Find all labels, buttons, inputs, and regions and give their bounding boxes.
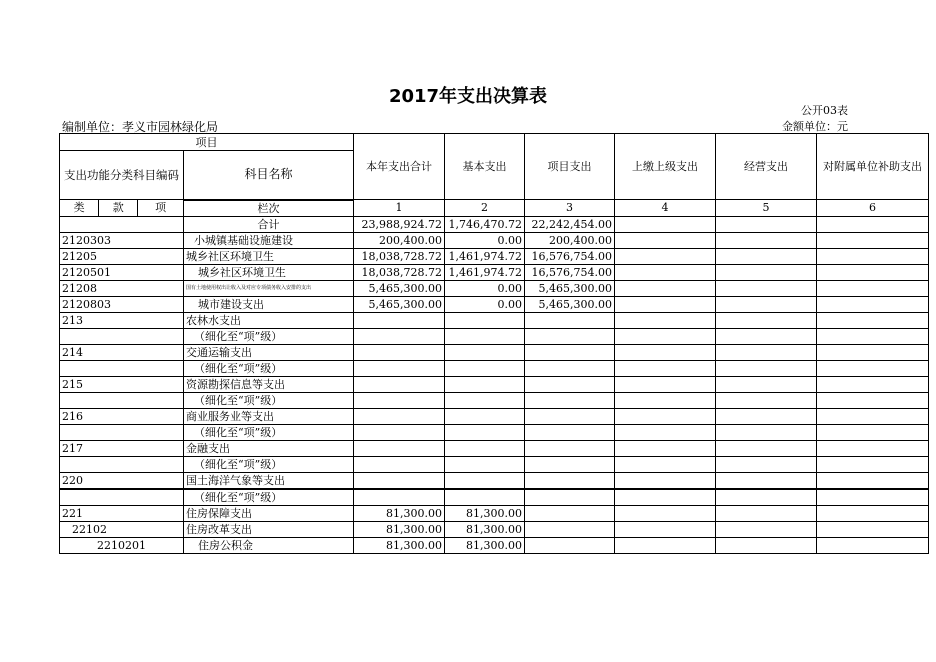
row-project [525, 489, 615, 506]
header-xiangmu: 项目 [60, 134, 354, 151]
row-business [716, 344, 817, 360]
row-project: 16,576,754.00 [525, 248, 615, 264]
row-subject-name: （细化至“项”级） [184, 360, 354, 376]
row-business [716, 408, 817, 424]
col-num-2: 2 [445, 200, 525, 217]
row-code: 221 [60, 505, 184, 521]
row-total [354, 360, 445, 376]
row-project [525, 392, 615, 408]
row-subject-name: （细化至“项”级） [184, 489, 354, 506]
row-basic: 0.00 [445, 296, 525, 312]
form-number: 公开03表 [801, 104, 848, 117]
row-basic [445, 344, 525, 360]
table-row [60, 344, 929, 360]
header-kuan: 款 [99, 200, 138, 217]
table-row [60, 248, 929, 264]
row-subsidy [817, 505, 929, 521]
row-project [525, 521, 615, 537]
header-func-code: 支出功能分类科目编码 [60, 151, 184, 200]
row-upper [615, 376, 716, 392]
row-project [525, 440, 615, 456]
row-total: 81,300.00 [354, 521, 445, 537]
row-subject-name: 资源勘探信息等支出 [184, 376, 354, 392]
row-subject-name: （细化至“项”级） [184, 456, 354, 472]
row-business [716, 232, 817, 248]
row-basic [445, 424, 525, 440]
row-basic: 1,461,974.72 [445, 264, 525, 280]
row-subject-name: 住房公积金 [184, 537, 354, 553]
row-subject-name: 农林水支出 [184, 312, 354, 328]
col-num-1: 1 [354, 200, 445, 217]
row-business [716, 472, 817, 489]
row-upper [615, 280, 716, 296]
table-row [60, 296, 929, 312]
row-basic: 81,300.00 [445, 505, 525, 521]
header-lei: 类 [60, 200, 99, 217]
row-upper [615, 521, 716, 537]
row-project: 16,576,754.00 [525, 264, 615, 280]
row-business [716, 521, 817, 537]
row-business [716, 489, 817, 506]
col-num-6: 6 [817, 200, 929, 217]
row-total: 5,465,300.00 [354, 280, 445, 296]
row-basic: 81,300.00 [445, 521, 525, 537]
row-project [525, 312, 615, 328]
row-code: 216 [60, 408, 184, 424]
col-num-3: 3 [525, 200, 615, 217]
row-basic [445, 472, 525, 489]
header-col-basic: 基本支出 [445, 134, 525, 200]
row-project [525, 408, 615, 424]
table-row [60, 440, 929, 456]
col-num-4: 4 [615, 200, 716, 217]
row-business [716, 456, 817, 472]
row-project: 5,465,300.00 [525, 296, 615, 312]
table-row [60, 360, 929, 376]
header-subject-name: 科目名称 [184, 151, 354, 200]
row-code [60, 360, 184, 376]
row-basic: 1,461,974.72 [445, 248, 525, 264]
row-code: 21208 [60, 280, 184, 296]
row-code: 213 [60, 312, 184, 328]
row-subsidy [817, 312, 929, 328]
row-subsidy [817, 248, 929, 264]
row-total [354, 312, 445, 328]
row-code [60, 328, 184, 344]
row-business [716, 328, 817, 344]
row-subsidy [817, 376, 929, 392]
table-row [60, 312, 929, 328]
row-project [525, 424, 615, 440]
row-basic: 0.00 [445, 232, 525, 248]
row-total [354, 392, 445, 408]
row-code: 2120303 [60, 232, 184, 248]
row-upper [615, 537, 716, 553]
total-amount: 23,988,924.72 [354, 216, 445, 232]
row-total [354, 328, 445, 344]
row-upper [615, 248, 716, 264]
row-business [716, 376, 817, 392]
reporting-unit: 编制单位：孝义市园林绿化局 [62, 120, 219, 134]
row-code: 22102 [60, 521, 184, 537]
row-subsidy [817, 537, 929, 553]
table-row [60, 376, 929, 392]
row-basic [445, 392, 525, 408]
table-row [60, 392, 929, 408]
page-title: 2017年支出决算表 [388, 86, 548, 107]
total-basic: 1,746,470.72 [445, 216, 525, 232]
row-basic [445, 312, 525, 328]
row-subsidy [817, 472, 929, 489]
row-business [716, 392, 817, 408]
row-code: 21205 [60, 248, 184, 264]
row-upper [615, 328, 716, 344]
row-total [354, 424, 445, 440]
row-upper [615, 456, 716, 472]
row-basic [445, 328, 525, 344]
row-total: 81,300.00 [354, 537, 445, 553]
row-subsidy [817, 424, 929, 440]
row-upper [615, 472, 716, 489]
row-business [716, 280, 817, 296]
header-col-total: 本年支出合计 [354, 134, 445, 200]
table-row [60, 537, 929, 553]
table-row [60, 489, 929, 506]
row-basic: 81,300.00 [445, 537, 525, 553]
row-total [354, 456, 445, 472]
header-col-business: 经营支出 [716, 134, 817, 200]
row-business [716, 424, 817, 440]
row-project [525, 360, 615, 376]
row-subsidy [817, 440, 929, 456]
row-code [60, 424, 184, 440]
row-business [716, 312, 817, 328]
row-total: 200,400.00 [354, 232, 445, 248]
row-upper [615, 264, 716, 280]
row-upper [615, 392, 716, 408]
row-basic [445, 440, 525, 456]
row-business [716, 264, 817, 280]
row-project: 5,465,300.00 [525, 280, 615, 296]
expenditure-table [59, 133, 929, 554]
row-subsidy [817, 489, 929, 506]
row-code [60, 456, 184, 472]
row-subsidy [817, 392, 929, 408]
total-subsidy [817, 216, 929, 232]
row-code: 220 [60, 472, 184, 489]
row-subject-name: （细化至“项”级） [184, 392, 354, 408]
row-subject-name: 国土海洋气象等支出 [184, 472, 354, 489]
row-total: 5,465,300.00 [354, 296, 445, 312]
row-project [525, 472, 615, 489]
row-subject-name: 商业服务业等支出 [184, 408, 354, 424]
row-subject-name: （细化至“项”级） [184, 328, 354, 344]
row-subsidy [817, 408, 929, 424]
row-total: 18,038,728.72 [354, 248, 445, 264]
row-code [60, 392, 184, 408]
row-subsidy [817, 328, 929, 344]
row-upper [615, 344, 716, 360]
row-business [716, 505, 817, 521]
row-subsidy [817, 344, 929, 360]
row-project: 200,400.00 [525, 232, 615, 248]
row-total [354, 489, 445, 506]
header-col-subsidy: 对附属单位补助支出 [817, 134, 929, 200]
row-total: 18,038,728.72 [354, 264, 445, 280]
row-basic [445, 408, 525, 424]
row-subsidy [817, 264, 929, 280]
row-project [525, 456, 615, 472]
row-business [716, 248, 817, 264]
row-code: 217 [60, 440, 184, 456]
row-subsidy [817, 296, 929, 312]
row-subject-name: （细化至“项”级） [184, 424, 354, 440]
row-subject-name: 城市建设支出 [184, 296, 354, 312]
table-row [60, 505, 929, 521]
row-subsidy [817, 280, 929, 296]
total-business [716, 216, 817, 232]
table-row [60, 456, 929, 472]
row-business [716, 296, 817, 312]
total-label: 合计 [184, 216, 354, 232]
row-subject-name: 城乡社区环境卫生 [184, 264, 354, 280]
row-subject-name: 小城镇基础设施建设 [184, 232, 354, 248]
row-basic [445, 376, 525, 392]
row-code: 215 [60, 376, 184, 392]
row-total: 81,300.00 [354, 505, 445, 521]
row-basic: 0.00 [445, 280, 525, 296]
row-total [354, 376, 445, 392]
row-business [716, 537, 817, 553]
table-row [60, 408, 929, 424]
total-upper [615, 216, 716, 232]
table-row [60, 472, 929, 489]
row-subsidy [817, 521, 929, 537]
row-project [525, 505, 615, 521]
row-basic [445, 489, 525, 506]
header-lanci: 栏次 [184, 200, 354, 217]
row-subject-name: 城乡社区环境卫生 [184, 248, 354, 264]
table-row [60, 232, 929, 248]
currency-unit: 金额单位：元 [782, 120, 848, 133]
total-project: 22,242,454.00 [525, 216, 615, 232]
row-upper [615, 424, 716, 440]
row-subject-name: 交通运输支出 [184, 344, 354, 360]
col-num-5: 5 [716, 200, 817, 217]
row-subsidy [817, 456, 929, 472]
row-total [354, 472, 445, 489]
row-code: 214 [60, 344, 184, 360]
row-upper [615, 360, 716, 376]
row-subsidy [817, 360, 929, 376]
row-project [525, 537, 615, 553]
header-col-upper: 上缴上级支出 [615, 134, 716, 200]
row-subject-name: 国有土地使用权出让收入及对应专项债务收入安排的支出 [184, 280, 354, 296]
table-row [60, 424, 929, 440]
row-subject-name: 住房保障支出 [184, 505, 354, 521]
table-row [60, 328, 929, 344]
row-basic [445, 456, 525, 472]
row-upper [615, 312, 716, 328]
row-project [525, 376, 615, 392]
row-upper [615, 489, 716, 506]
row-total [354, 408, 445, 424]
row-basic [445, 360, 525, 376]
row-subject-name: 金融支出 [184, 440, 354, 456]
row-upper [615, 408, 716, 424]
row-business [716, 440, 817, 456]
row-upper [615, 440, 716, 456]
row-upper [615, 232, 716, 248]
row-business [716, 360, 817, 376]
table-row [60, 280, 929, 296]
row-project [525, 328, 615, 344]
total-code-cell [60, 216, 184, 232]
row-total [354, 344, 445, 360]
row-code: 2210201 [60, 537, 184, 553]
row-code: 2120803 [60, 296, 184, 312]
row-subject-name: 住房改革支出 [184, 521, 354, 537]
row-code: 2120501 [60, 264, 184, 280]
row-project [525, 344, 615, 360]
row-upper [615, 296, 716, 312]
table-row [60, 521, 929, 537]
row-total [354, 440, 445, 456]
header-xiang: 项 [138, 200, 184, 217]
row-code [60, 489, 184, 506]
row-subsidy [817, 232, 929, 248]
row-upper [615, 505, 716, 521]
header-col-project: 项目支出 [525, 134, 615, 200]
table-row [60, 264, 929, 280]
